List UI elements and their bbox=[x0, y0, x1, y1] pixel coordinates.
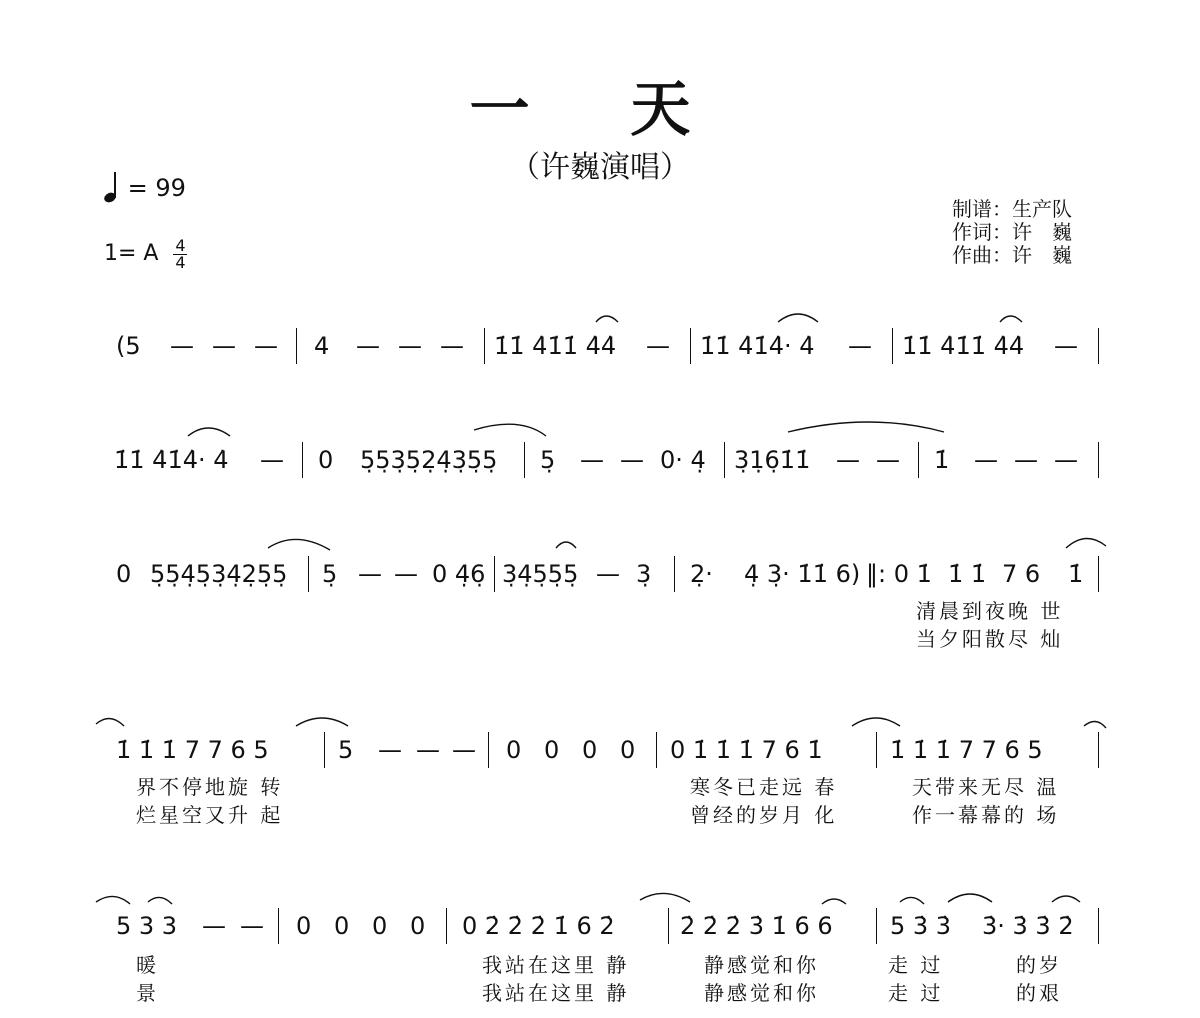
barline bbox=[876, 732, 877, 768]
note-dash: — bbox=[1054, 446, 1078, 474]
note-group: 1̇ 1̇ bbox=[948, 560, 987, 588]
lyrics-verse-2: 走 过 bbox=[888, 981, 944, 1005]
score-system-2 bbox=[0, 440, 1200, 480]
note-group: 5 3̇ 3̇ bbox=[890, 912, 952, 940]
tie-arc bbox=[96, 896, 130, 904]
tempo-bpm: 99 bbox=[155, 174, 186, 202]
barline bbox=[278, 908, 279, 944]
lyrics-verse-1: 我站在这里 静 bbox=[482, 953, 630, 977]
score-system-1 bbox=[0, 326, 1200, 366]
note-dash: — bbox=[358, 560, 382, 588]
lyrics-verse-2: 景 bbox=[136, 981, 159, 1005]
note-rest: 0 bbox=[582, 736, 598, 764]
note-dash: — bbox=[240, 912, 264, 940]
note-group: 1̇ 1̇ 1̇ 7 7 6 5 bbox=[116, 736, 269, 764]
time-signature bbox=[173, 235, 187, 272]
lyrics-verse-1: 走 过 bbox=[888, 953, 944, 977]
note-dash: — bbox=[646, 332, 670, 360]
note-dash: — bbox=[596, 560, 620, 588]
lyrics-verse-1: 界不停地旋 转 bbox=[136, 775, 284, 799]
lyrics-verse-2: 曾经的岁月 化 bbox=[690, 803, 838, 827]
note-group: 2̣· bbox=[690, 560, 713, 588]
tie-arc bbox=[900, 897, 924, 904]
lyrics-verse-2: 当夕阳散尽 灿 bbox=[916, 627, 1064, 651]
tempo-marking bbox=[104, 170, 186, 206]
note-dash: — bbox=[170, 332, 194, 360]
note-dash: — bbox=[836, 446, 860, 474]
barline bbox=[302, 442, 303, 478]
lyrics-verse-2: 烂星空又升 起 bbox=[136, 803, 284, 827]
note-dash: — bbox=[440, 332, 464, 360]
note-group: 1̇1̇ 4̇1̇1̇ 4̇4̇ bbox=[494, 332, 617, 360]
note-dash: — bbox=[620, 446, 644, 474]
note-group: 1̇ bbox=[1068, 560, 1084, 588]
barline bbox=[1098, 732, 1099, 768]
repeat-start: ‖: 0 1̇ bbox=[866, 560, 932, 588]
score-system-3 bbox=[0, 554, 1200, 594]
credits bbox=[952, 198, 1072, 267]
tie-arc bbox=[1000, 316, 1022, 322]
note-dash: — bbox=[394, 560, 418, 588]
lyrics-verse-2: 静感觉和你 bbox=[704, 981, 819, 1005]
song-subtitle: （许巍演唱） bbox=[510, 150, 690, 185]
note-rest: 0 bbox=[506, 736, 522, 764]
barline bbox=[524, 442, 525, 478]
tie-arc bbox=[778, 314, 818, 322]
note-dash: — bbox=[848, 332, 872, 360]
note-group: 5 bbox=[338, 736, 354, 764]
barline bbox=[668, 908, 669, 944]
note-group: 5 3 3 bbox=[116, 912, 178, 940]
note-dash: — bbox=[876, 446, 900, 474]
note-group: 5̣ bbox=[322, 560, 338, 588]
key-signature bbox=[104, 236, 187, 272]
tie-arc bbox=[640, 893, 690, 902]
note-group: 0 bbox=[116, 560, 132, 588]
tie-arc bbox=[1052, 896, 1080, 902]
note-dash: — bbox=[974, 446, 998, 474]
time-numerator: 4 bbox=[175, 235, 186, 255]
barline bbox=[1098, 328, 1099, 364]
note-group: 3̣ bbox=[636, 560, 652, 588]
note-group: 1̇ bbox=[934, 446, 950, 474]
note-group: 0 1̇ 1̇ 1̇ 7 6 1̇ bbox=[670, 736, 823, 764]
time-denominator: 4 bbox=[175, 252, 186, 272]
lyrics-verse-2: 我站在这里 静 bbox=[482, 981, 630, 1005]
tie-arc bbox=[556, 542, 576, 548]
barline bbox=[494, 556, 495, 592]
barline bbox=[308, 556, 309, 592]
barline bbox=[488, 732, 489, 768]
lyrics-verse-1: 的岁 bbox=[1016, 953, 1062, 977]
tie-arc bbox=[96, 718, 124, 726]
note-group: 0 bbox=[318, 446, 334, 474]
barline bbox=[1098, 442, 1099, 478]
tie-arc bbox=[852, 718, 900, 726]
barline bbox=[1098, 908, 1099, 944]
note-group: 0· 4̣ bbox=[660, 446, 706, 474]
note-dash: — bbox=[212, 332, 236, 360]
note-group: 1̇ 1̇ 1̇ 7 7 6 5 bbox=[890, 736, 1043, 764]
song-title: 一 天 bbox=[469, 75, 731, 145]
note-dash: — bbox=[452, 736, 476, 764]
note-group: 5̣ bbox=[540, 446, 556, 474]
tie-arc bbox=[822, 899, 846, 904]
lyrics-verse-1: 清晨到夜晚 世 bbox=[916, 599, 1064, 623]
credit-lyricist: 作词：许 巍 bbox=[952, 220, 1072, 244]
tie-arc bbox=[1084, 721, 1106, 728]
tie-arc bbox=[474, 424, 546, 436]
barline bbox=[690, 328, 691, 364]
credit-arranger: 制谱：生产队 bbox=[952, 197, 1072, 221]
lyrics-verse-2: 作一幕幕的 场 bbox=[912, 803, 1060, 827]
barline bbox=[446, 908, 447, 944]
key-text: 1= A bbox=[104, 241, 159, 266]
note-rest: 0 bbox=[544, 736, 560, 764]
note-rest: 0 bbox=[620, 736, 636, 764]
barline bbox=[1098, 556, 1099, 592]
note-group: 5̣5̣3̣5̣2̣4̣3̣5̣5̣ bbox=[360, 446, 498, 474]
tie-arc bbox=[188, 428, 230, 436]
lyrics-verse-1: 天带来无尽 温 bbox=[912, 775, 1060, 799]
note-dash: — bbox=[580, 446, 604, 474]
credit-composer: 作曲：许 巍 bbox=[952, 243, 1072, 267]
note-dash: — bbox=[416, 736, 440, 764]
note-dash: — bbox=[202, 912, 226, 940]
lyrics-verse-1: 寒冬已走远 春 bbox=[690, 775, 838, 799]
note-group: 1̇1̇ 4̇1̇1̇ 4̇4̇ bbox=[902, 332, 1025, 360]
note-dash: — bbox=[398, 332, 422, 360]
note-dash: — bbox=[1054, 332, 1078, 360]
lyrics-verse-2: 的艰 bbox=[1016, 981, 1062, 1005]
note-dash: — bbox=[356, 332, 380, 360]
note-group: (5 bbox=[116, 332, 141, 360]
tie-arc bbox=[788, 422, 944, 432]
note-rest: 0 bbox=[296, 912, 312, 940]
tie-arc bbox=[296, 718, 348, 726]
barline bbox=[324, 732, 325, 768]
note-dash: — bbox=[254, 332, 278, 360]
note-group: 2̇ 2̇ 2̇ 3̇ 1̇ 6 6 bbox=[680, 912, 833, 940]
tie-arc bbox=[268, 539, 330, 550]
note-group: 7 6 bbox=[1002, 560, 1041, 588]
note-dash: — bbox=[378, 736, 402, 764]
note-rest: 0 bbox=[372, 912, 388, 940]
tempo-equals: = bbox=[127, 174, 148, 202]
score-system-5 bbox=[0, 906, 1200, 946]
note-rest: 0 bbox=[410, 912, 426, 940]
barline bbox=[876, 908, 877, 944]
lyrics-verse-1: 静感觉和你 bbox=[704, 953, 819, 977]
lyrics-verse-1: 暖 bbox=[136, 953, 159, 977]
note-group: 5̣5̣4̣5̣3̣4̣2̣5̣5̣ bbox=[150, 560, 288, 588]
note-group: 1̇1̇ 4̇1̇4̇· 4̇ bbox=[114, 446, 229, 474]
note-group: 0 4̣6̣ bbox=[432, 560, 486, 588]
tie-arc bbox=[148, 897, 172, 904]
note-group: 1̇1̇ 4̇1̇4̇· 4̇ bbox=[700, 332, 815, 360]
note-rest: 0 bbox=[334, 912, 350, 940]
barline bbox=[892, 328, 893, 364]
note-dash: — bbox=[1014, 446, 1038, 474]
note-group: 3̣1̣6̣1̇1̇ bbox=[734, 446, 811, 474]
note-group: 4̣ 3̣· 1̇1̇ 6) bbox=[744, 560, 861, 588]
note-dash: — bbox=[260, 446, 284, 474]
barline bbox=[674, 556, 675, 592]
barline bbox=[656, 732, 657, 768]
tie-arc bbox=[948, 894, 992, 902]
note-group: 3̇· 3̇ 3̇ 2̇ bbox=[982, 912, 1074, 940]
score-system-4 bbox=[0, 730, 1200, 770]
quarter-note-icon bbox=[104, 172, 120, 202]
note-group: 0 2̇ 2̇ 2̇ 1̇ 6 2̇ bbox=[462, 912, 615, 940]
note-group: 3̣4̣5̣5̣5̣ bbox=[502, 560, 579, 588]
tie-arc bbox=[1066, 538, 1106, 548]
barline bbox=[724, 442, 725, 478]
note-group: 4 bbox=[314, 332, 330, 360]
barline bbox=[484, 328, 485, 364]
barline bbox=[918, 442, 919, 478]
barline bbox=[296, 328, 297, 364]
tie-arc bbox=[596, 316, 618, 322]
